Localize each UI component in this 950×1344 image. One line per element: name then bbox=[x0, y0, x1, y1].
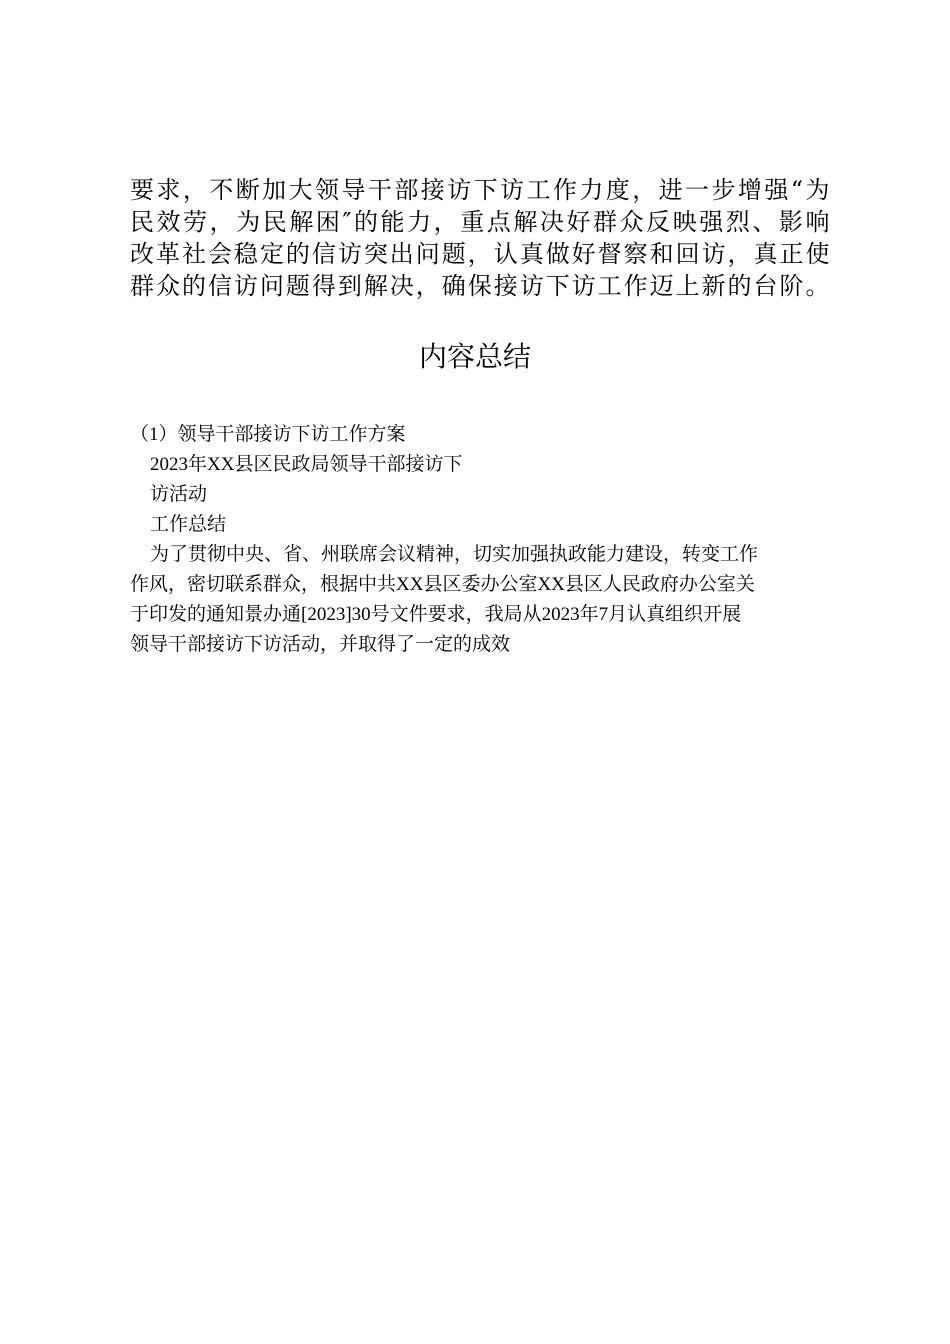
summary-line: 领导干部接访下访活动，并取得了一定的成效 bbox=[130, 634, 511, 655]
summary-line: 工作总结 bbox=[150, 514, 227, 535]
paragraph-line: 要求，不断加大领导干部接访下访工作力度，进一步增强“为 bbox=[130, 176, 830, 204]
paragraph-line: 改革社会稳定的信访突出问题，认真做好督察和回访，真正使 bbox=[130, 240, 830, 268]
summary-heading: 内容总结 bbox=[418, 342, 531, 373]
summary-line: 于印发的通知景办通[2023]30号文件要求，我局从2023年7月认真组织开展 bbox=[130, 604, 742, 625]
paragraph-line: 民效劳，为民解困″的能力，重点解决好群众反映强烈、影响 bbox=[130, 208, 830, 236]
summary-content bbox=[130, 420, 830, 660]
paragraph-line: 群众的信访问题得到解决，确保接访下访工作迈上新的台阶。 bbox=[130, 272, 830, 300]
summary-line: 访活动 bbox=[150, 484, 208, 505]
summary-line: 为了贯彻中央、省、州联席会议精神，切实加强执政能力建设，转变工作 bbox=[150, 544, 759, 565]
body-paragraph bbox=[130, 174, 830, 302]
summary-line: 作风，密切联系群众，根据中共XX县区委办公室XX县区人民政府办公室关 bbox=[130, 574, 755, 595]
summary-line: 2023年XX县区民政局领导干部接访下 bbox=[150, 454, 463, 475]
summary-line: （1）领导干部接访下访工作方案 bbox=[130, 424, 406, 445]
